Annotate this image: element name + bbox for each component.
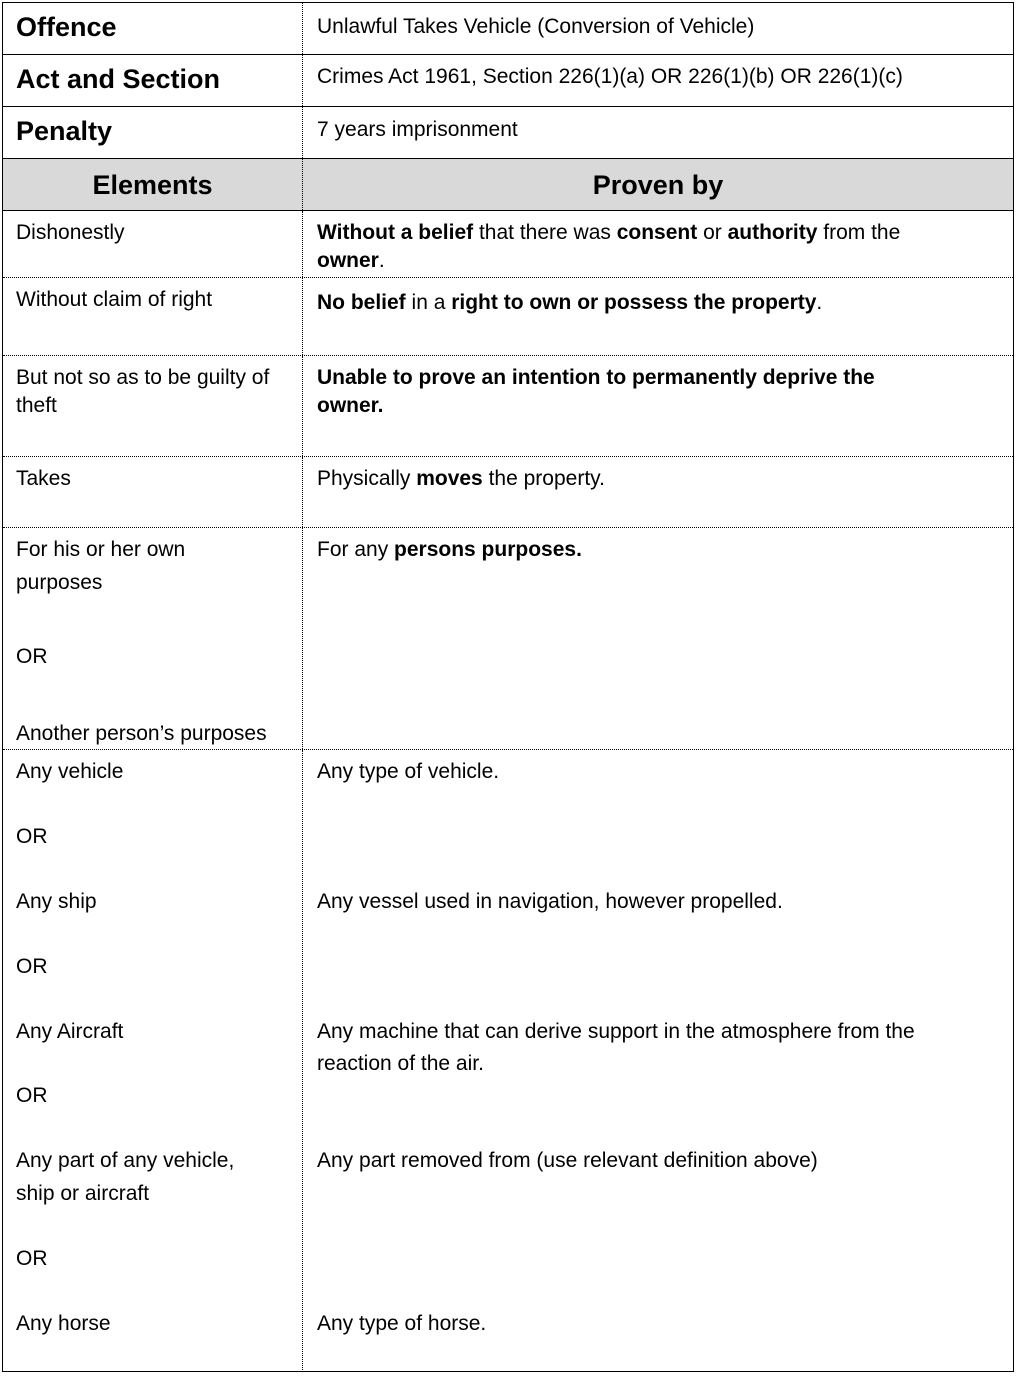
proof-any-aircraft-line2: reaction of the air. bbox=[317, 1052, 484, 1075]
element-or: OR bbox=[16, 1084, 48, 1107]
proof-purposes: For any persons purposes. bbox=[317, 538, 582, 561]
element-or: OR bbox=[16, 1247, 48, 1270]
penalty-value-cell bbox=[303, 107, 1013, 158]
offence-label-cell bbox=[3, 3, 303, 54]
act-value-cell bbox=[303, 55, 1013, 106]
offence-label: Offence bbox=[16, 12, 117, 42]
element-cell bbox=[3, 750, 303, 1370]
element-own-purposes-line1: For his or her own bbox=[16, 538, 186, 561]
element-another-persons-purposes: Another person’s purposes bbox=[16, 722, 267, 745]
element-any-part-line2: ship or aircraft bbox=[16, 1182, 150, 1205]
penalty-label-cell bbox=[3, 107, 303, 158]
offence-table bbox=[2, 2, 1014, 1372]
proof-any-ship: Any vessel used in navigation, however propelled. bbox=[317, 890, 783, 913]
proven-by-header: Proven by bbox=[592, 170, 724, 200]
offence-value: Unlawful Takes Vehicle (Conversion of Vehicle) bbox=[317, 15, 755, 38]
dishonestly-row bbox=[3, 211, 1013, 278]
element-any-vehicle: Any vehicle bbox=[16, 760, 124, 783]
proven-by-header-cell bbox=[303, 159, 1013, 210]
penalty-row bbox=[3, 107, 1013, 159]
element-own-purposes-line2: purposes bbox=[16, 571, 103, 594]
proof-claim-of-right: No belief in a right to own or possess the property. bbox=[317, 291, 823, 314]
element-or: OR bbox=[16, 955, 48, 978]
element-or: OR bbox=[16, 825, 48, 848]
act-label: Act and Section bbox=[16, 64, 221, 94]
purposes-row bbox=[3, 528, 1013, 750]
proof-cell bbox=[303, 528, 1013, 749]
proof-takes: Physically moves the property. bbox=[317, 467, 605, 490]
takes-row bbox=[3, 457, 1013, 528]
element-any-ship: Any ship bbox=[16, 890, 97, 913]
element-dishonestly: Dishonestly bbox=[16, 221, 125, 244]
element-any-horse: Any horse bbox=[16, 1312, 111, 1335]
elements-header: Elements bbox=[92, 170, 213, 200]
proof-cell bbox=[303, 750, 1013, 1370]
proof-any-vehicle: Any type of vehicle. bbox=[317, 760, 500, 783]
element-takes: Takes bbox=[16, 467, 71, 490]
element-cell bbox=[3, 457, 303, 527]
vehicle-row bbox=[3, 750, 1013, 1370]
column-header-row bbox=[3, 159, 1013, 211]
act-value: Crimes Act 1961, Section 226(1)(a) OR 226(1)(b) OR 226(1)(c) bbox=[317, 65, 903, 88]
proof-any-part: Any part removed from (use relevant definition above) bbox=[317, 1149, 818, 1172]
proof-cell bbox=[303, 457, 1013, 527]
offence-row bbox=[3, 3, 1013, 55]
claim-of-right-row bbox=[3, 278, 1013, 356]
element-or: OR bbox=[16, 645, 48, 668]
element-any-aircraft: Any Aircraft bbox=[16, 1020, 124, 1043]
act-row bbox=[3, 55, 1013, 107]
offence-value-cell bbox=[303, 3, 1013, 54]
elements-header-cell bbox=[3, 159, 303, 210]
element-cell bbox=[3, 211, 303, 277]
proof-cell bbox=[303, 278, 1013, 355]
proof-any-horse: Any type of horse. bbox=[317, 1312, 487, 1335]
proof-cell bbox=[303, 356, 1013, 456]
proof-not-theft: Unable to prove an intention to permanently deprive the owner. bbox=[317, 366, 875, 417]
proof-cell bbox=[303, 211, 1013, 277]
element-claim-of-right: Without claim of right bbox=[16, 288, 213, 311]
element-cell bbox=[3, 278, 303, 355]
penalty-label: Penalty bbox=[16, 116, 113, 146]
proof-dishonestly: Without a belief that there was consent or authority from the owner. bbox=[317, 221, 901, 272]
not-theft-row bbox=[3, 356, 1013, 457]
element-any-part-line1: Any part of any vehicle, bbox=[16, 1149, 235, 1172]
element-cell bbox=[3, 528, 303, 749]
act-label-cell bbox=[3, 55, 303, 106]
proof-any-aircraft-line1: Any machine that can derive support in the atmosphere from the bbox=[317, 1020, 915, 1043]
penalty-value: 7 years imprisonment bbox=[317, 118, 518, 141]
element-cell bbox=[3, 356, 303, 456]
element-not-theft: But not so as to be guilty of theft bbox=[16, 366, 270, 417]
